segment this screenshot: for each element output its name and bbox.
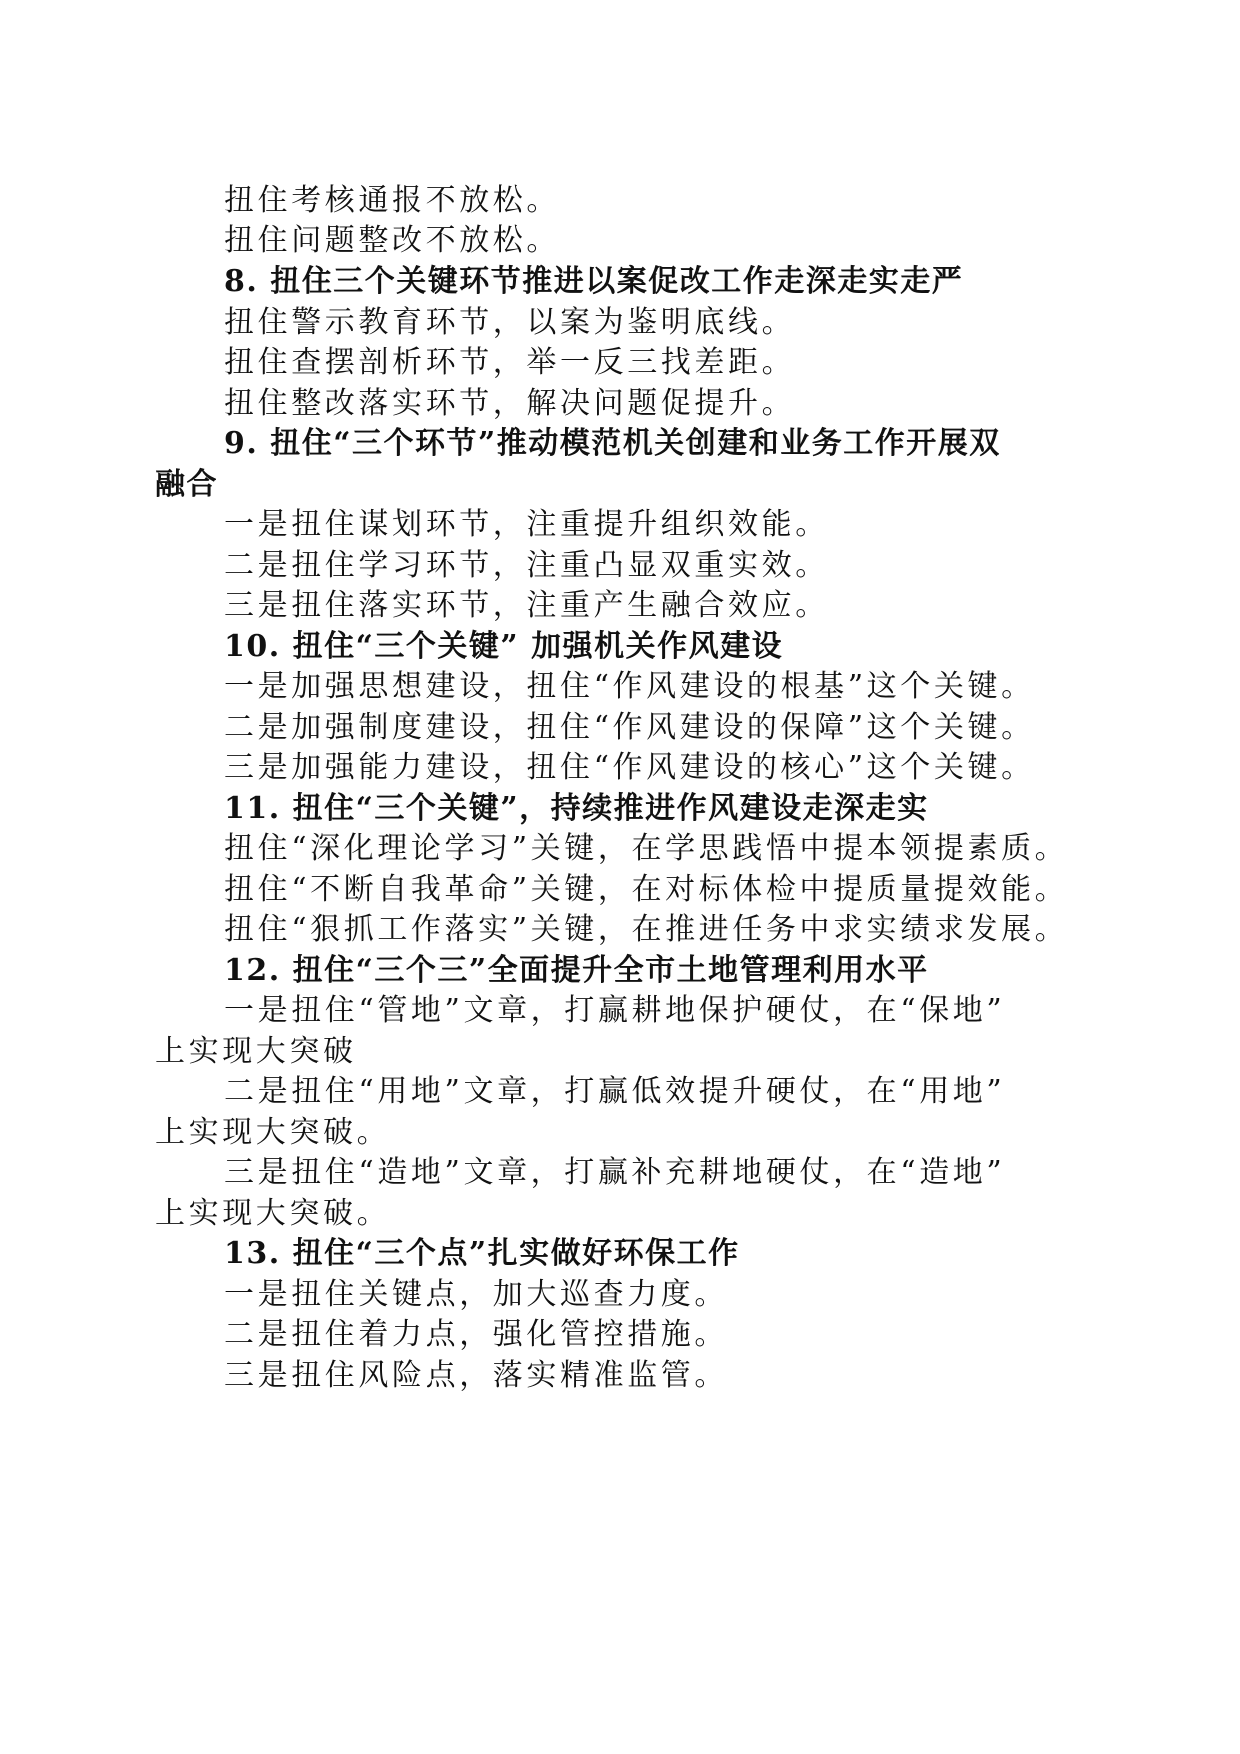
section-heading-13: 13. 扭住“三个点”扎实做好环保工作 xyxy=(224,1236,740,1271)
section-heading-9: 9. 扭住“三个环节”推动模范机关创建和业务工作开展双 xyxy=(224,426,1001,461)
body-line: 一是加强思想建设，扭住“作风建设的根基”这个关键。 xyxy=(224,669,1035,704)
body-line: 一是扭住谋划环节，注重提升组织效能。 xyxy=(224,507,829,542)
section-heading-11: 11. 扭住“三个关键”，持续推进作风建设走深走实 xyxy=(224,791,929,826)
body-line: 扭住问题整改不放松。 xyxy=(224,223,560,258)
body-line-continued: 上实现大突破。 xyxy=(155,1196,391,1231)
section-heading-9-continued: 融合 xyxy=(155,467,218,502)
body-line: 扭住考核通报不放松。 xyxy=(224,183,560,218)
body-line: 二是扭住学习环节，注重凸显双重实效。 xyxy=(224,548,829,583)
body-line: 扭住警示教育环节，以案为鉴明底线。 xyxy=(224,305,796,340)
section-heading-12: 12. 扭住“三个三”全面提升全市土地管理利用水平 xyxy=(224,953,929,988)
body-line: 扭住“狠抓工作落实”关键，在推进任务中求实绩求发展。 xyxy=(224,912,1069,947)
body-line: 扭住“深化理论学习”关键，在学思践悟中提本领提素质。 xyxy=(224,831,1069,866)
body-line: 三是扭住风险点，落实精准监管。 xyxy=(224,1358,728,1393)
body-line: 三是扭住落实环节，注重产生融合效应。 xyxy=(224,588,829,623)
body-line: 二是扭住“用地”文章，打赢低效提升硬仗，在“用地” xyxy=(224,1074,1006,1109)
body-line: 三是扭住“造地”文章，打赢补充耕地硬仗，在“造地” xyxy=(224,1155,1006,1190)
body-line: 一是扭住“管地”文章，打赢耕地保护硬仗，在“保地” xyxy=(224,993,1006,1028)
body-line-continued: 上实现大突破 xyxy=(155,1034,357,1069)
body-line: 二是加强制度建设，扭住“作风建设的保障”这个关键。 xyxy=(224,710,1035,745)
body-line: 一是扭住关键点，加大巡查力度。 xyxy=(224,1277,728,1312)
body-line-continued: 上实现大突破。 xyxy=(155,1115,391,1150)
body-line: 扭住查摆剖析环节，举一反三找差距。 xyxy=(224,345,796,380)
body-line: 扭住“不断自我革命”关键，在对标体检中提质量提效能。 xyxy=(224,872,1069,907)
body-line: 扭住整改落实环节，解决问题促提升。 xyxy=(224,386,796,421)
section-heading-8: 8. 扭住三个关键环节推进以案促改工作走深走实走严 xyxy=(224,264,964,299)
body-line: 三是加强能力建设，扭住“作风建设的核心”这个关键。 xyxy=(224,750,1035,785)
body-line: 二是扭住着力点，强化管控措施。 xyxy=(224,1317,728,1352)
section-heading-10: 10. 扭住“三个关键” 加强机关作风建设 xyxy=(224,629,784,664)
